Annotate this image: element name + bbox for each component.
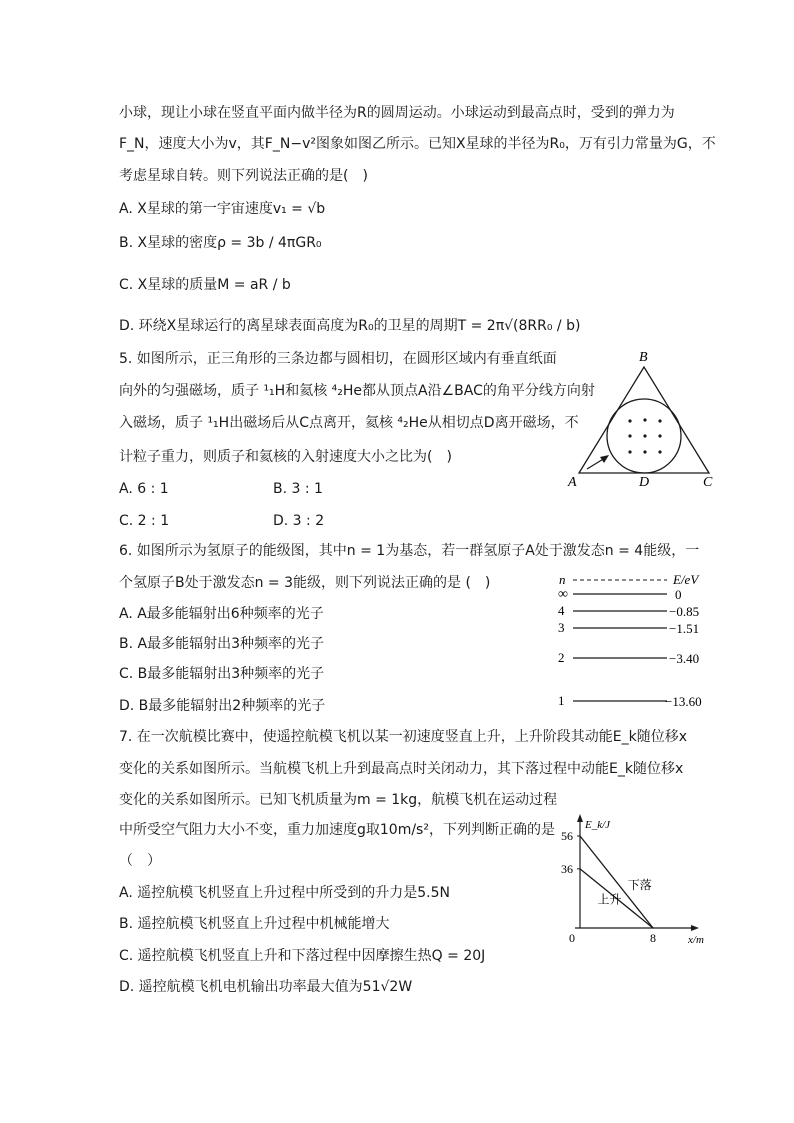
entry-arrowhead (600, 455, 609, 463)
series-label-descent: 下落 (627, 878, 652, 893)
level-4-n: 4 (558, 603, 565, 618)
vertex-a-label: A (568, 475, 577, 490)
x-axis-label: x/m (688, 934, 704, 946)
q7-option-c: C. 遥控航模飞机竖直上升和下落过程中因摩擦生热Q = 20J (119, 948, 486, 964)
q4-stem-line-2: F_N，速度大小为v，其F_N−v²图象如图乙所示。已知X星球的半径为R₀，万有引力常量为G，不 (119, 136, 716, 152)
x-axis-arrowhead (691, 925, 699, 931)
origin-tick-label: 0 (569, 931, 575, 945)
q4-option-c: C. X星球的质量M = aR / b (119, 277, 291, 293)
q5-stem-line-4: 计粒子重力，则质子和氦核的入射速度大小之比为( ) (119, 449, 452, 465)
q7-option-d: D. 遥控航模飞机电机输出功率最大值为51√2W (119, 979, 413, 995)
q4-option-d: D. 环绕X星球运行的离星球表面高度为R₀的卫星的周期T = 2π√(8RR₀ / b) (119, 318, 581, 334)
q4-option-b: B. X星球的密度ρ = 3b / 4πGR₀ (119, 235, 322, 251)
q6-option-a: A. A最多能辐射出6种频率的光子 (119, 606, 324, 622)
y-axis-arrowhead (577, 814, 583, 822)
triangle-circle-figure (565, 345, 725, 490)
q6-stem-line-1: 6. 如图所示为氢原子的能级图，其中n = 1为基态，若一群氢原子A处于激发态n = 4能级，一 (119, 543, 700, 559)
vertex-b-label: B (639, 350, 648, 365)
y-axis-label: E_k/J (585, 819, 611, 831)
level-2-n: 2 (558, 650, 565, 665)
q7-option-b: B. 遥控航模飞机竖直上升过程中机械能增大 (119, 916, 390, 932)
q7-stem-line-2: 变化的关系如图所示。当航模飞机上升到最高点时关闭动力，其下落过程中动能E_k随位移x (119, 761, 684, 777)
level-inf-energy: 0 (675, 587, 682, 602)
q7-stem-line-1: 7. 在一次航模比赛中，使遥控航模飞机以某一初速度竖直上升，上升阶段其动能E_k随位移x (119, 729, 688, 745)
q7-stem-line-5: （ ） (119, 853, 161, 869)
level-1-n: 1 (558, 693, 565, 708)
vertex-c-label: C (703, 475, 713, 490)
y-tick-label-56: 56 (561, 829, 573, 843)
q6-stem-line-2: 个氢原子B处于激发态n = 3能级，则下列说法正确的是 ( ) (119, 575, 491, 591)
q6-option-b: B. A最多能辐射出3种频率的光子 (119, 636, 324, 652)
y-tick-label-36: 36 (561, 861, 573, 876)
level-2-energy: −3.40 (669, 651, 700, 666)
q7-option-a: A. 遥控航模飞机竖直上升过程中所受到的升力是5.5N (119, 885, 450, 901)
magnetic-field-dots (628, 418, 661, 453)
q5-option-b: B. 3 : 1 (273, 481, 323, 497)
q5-option-a: A. 6 : 1 (119, 481, 169, 497)
q6-option-d: D. B最多能辐射出2种频率的光子 (119, 698, 326, 714)
q5-option-d: D. 3 : 2 (273, 513, 325, 529)
q4-option-a: A. X星球的第一宇宙速度v₁ = √b (119, 201, 326, 217)
q4-stem-line-3: 考虑星球自转。则下列说法正确的是( ) (119, 168, 368, 184)
level-3-n: 3 (558, 620, 565, 635)
q5-stem-line-3: 入磁场，质子 ¹₁H出磁场后从C点离开，氦核 ⁴₂He从相切点D离开磁场，不 (119, 415, 579, 431)
ek-x-chart (555, 810, 715, 950)
q5-option-c: C. 2 : 1 (119, 513, 170, 529)
q7-stem-line-3: 变化的关系如图所示。已知飞机质量为m = 1kg，航模飞机在运动过程 (119, 792, 558, 808)
q7-stem-line-4: 中所受空气阻力大小不变，重力加速度g取10m/s²，下列判断正确的是 (119, 822, 555, 838)
level-4-energy: −0.85 (669, 604, 700, 619)
q5-stem-line-1: 5. 如图所示，正三角形的三条边都与圆相切，在圆形区域内有垂直纸面 (119, 351, 557, 367)
q5-stem-line-2: 向外的匀强磁场，质子 ¹₁H和氦核 ⁴₂He都从顶点A沿∠BAC的角平分线方向射 (119, 383, 595, 399)
level-n-header: n (559, 572, 566, 587)
level-3-energy: −1.51 (669, 621, 700, 636)
x-tick-label-8: 8 (650, 931, 656, 945)
level-1-energy: −13.60 (665, 694, 702, 709)
level-inf-n: ∞ (558, 587, 568, 602)
q6-option-c: C. B最多能辐射出3种频率的光子 (119, 666, 325, 682)
energy-level-diagram (555, 570, 720, 710)
q4-stem-line-1: 小球，现让小球在竖直平面内做半径为R的圆周运动。小球运动到最高点时，受到的弹力为 (119, 105, 675, 121)
energy-unit-header: E/eV (673, 572, 699, 587)
tangent-point-d-label: D (639, 475, 650, 490)
series-label-ascent: 上升 (597, 892, 622, 907)
